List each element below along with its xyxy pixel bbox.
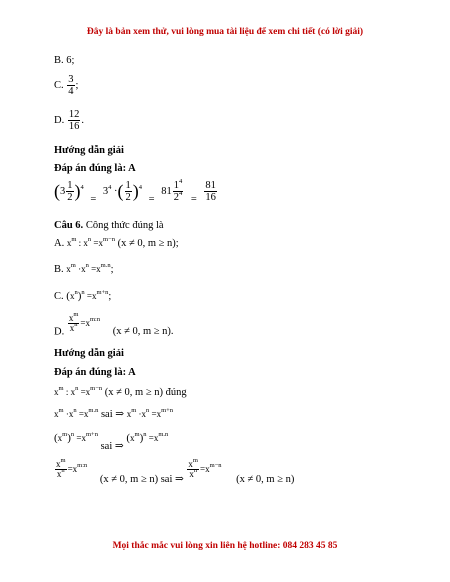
- q6-solution-line-3-sai: sai: [100, 441, 113, 452]
- q6-option-c: [54, 290, 111, 302]
- result-fraction: [204, 180, 217, 203]
- q6-option-a-label: A.: [54, 238, 65, 249]
- q6-option-d-label: D.: [54, 326, 65, 338]
- guide-heading-q6: Hướng dẫn giải: [54, 348, 124, 359]
- mixed-num: 1: [67, 180, 73, 191]
- q6-sol4-fraction-2: $\frac{x^m}{x^n}$: [188, 457, 198, 480]
- q6-option-a-formula: $x^m$ : $x^n =x^{m-n}$: [66, 236, 115, 248]
- option-c-fraction: [67, 74, 74, 97]
- half-fraction: [125, 180, 132, 203]
- option-d-fraction: [68, 109, 81, 132]
- coef-81: 81: [161, 185, 172, 197]
- frac-num: $1^4$: [173, 178, 183, 191]
- q6-option-b-formula: $x^m \cdot x^n =x^{m.n}$: [66, 262, 111, 274]
- q6-option-d-fraction: $\frac{x^m}{x^n}$: [68, 311, 79, 334]
- q6-solution-line-4-cond1: (x ≠ 0, m ≥ n) sai ⇒: [99, 474, 184, 486]
- answer-q6: Đáp án đúng là: A: [54, 367, 136, 378]
- left-paren: (: [54, 181, 60, 202]
- q6-option-c-formula: $(x^n)^n =x^{m+n}$: [66, 289, 109, 302]
- header-banner: Đây là bản xem thử, vui lòng mua tài liệu để xem chi tiết (có lời giải): [86, 27, 364, 37]
- right-paren-2: ): [132, 181, 139, 202]
- q6-option-d-cond: (x ≠ 0, m ≥ n).: [112, 326, 174, 338]
- equals-2: =: [148, 193, 155, 205]
- question-6-stem: Công thức đúng là: [83, 220, 164, 231]
- q6-option-b-label: B.: [54, 264, 64, 275]
- option-c-numerator: 3: [68, 74, 74, 85]
- mixed-fraction: [66, 180, 73, 203]
- q6-solution-line-3: $(x^m)^n =x^{m+n}$ sai ⇒ $(x^m)^n =x^{m.n}$: [54, 431, 169, 452]
- q6-option-a-cond: (x ≠ 0, m ≥ n);: [117, 238, 179, 249]
- guide-heading-q5: Hướng dẫn giải: [54, 145, 124, 156]
- option-c: [54, 74, 78, 97]
- option-d-denominator: 16: [68, 121, 80, 133]
- result-den: 16: [205, 192, 216, 204]
- right-paren: ): [74, 181, 81, 202]
- option-d-tail: .: [81, 114, 84, 126]
- frac-den: $2^4$: [173, 190, 183, 204]
- q6-solution-line-2-sai: sai: [100, 409, 113, 420]
- answer-q5: Đáp án đúng là: A: [54, 163, 136, 174]
- option-c-label: C.: [54, 79, 64, 91]
- half-den: 2: [125, 192, 131, 204]
- exponent: 4: [80, 183, 84, 191]
- q6-option-d: D. $\frac{x^m}{x^n}$ $=x^{m:n}$ (x ≠ 0, m ≥ n).: [54, 311, 174, 338]
- q6-solution-line-4-cond2: (x ≠ 0, m ≥ n): [236, 474, 295, 486]
- option-b: B. 6;: [54, 55, 75, 66]
- option-d-numerator: 12: [68, 109, 80, 120]
- q6-option-c-label: C.: [54, 291, 64, 302]
- q6-sol4-fraction-1: $\frac{x^m}{x^n}$: [56, 457, 66, 480]
- mixed-den: 2: [67, 192, 73, 204]
- exp-three: 4: [108, 183, 112, 191]
- q6-option-b: [54, 264, 114, 275]
- result-num: 81: [205, 180, 216, 191]
- q6-solution-line-4: $\frac{x^m}{x^n}$ $=x^{m:n}$ (x ≠ 0, m ≥ n) sai ⇒ $\frac{x^m}{x^n}$ $=x^{m-n}$ (x ≠ 0, m ≥ n): [56, 457, 295, 486]
- base-three: 3: [102, 185, 109, 197]
- question-6: [54, 220, 164, 231]
- option-c-tail: ;: [75, 79, 79, 91]
- q6-option-b-tail: ;: [110, 264, 114, 275]
- question-6-title: Câu 6.: [54, 220, 84, 231]
- half-num: 1: [125, 180, 131, 191]
- left-paren-2: (: [117, 181, 124, 202]
- q6-solution-line-1-cond: (x ≠ 0, m ≥ n) đúng: [104, 387, 187, 398]
- solution-q5-equation: (3 $\frac{1}{2}$ )$^4 = 3^4$ ·( $\frac{1}{2}$ )$^4$ = 81 $\frac{1^4}{2^4}$ = $\frac{81}{16}$: [54, 178, 216, 205]
- footer-banner: Mọi thắc mắc vui lòng xin liên hệ hotline: 084 283 45 85: [112, 541, 338, 551]
- option-c-denominator: 4: [68, 86, 74, 98]
- q6-solution-line-1: $x^m$ : $x^n =x^{m-n}$ (x ≠ 0, m ≥ n) đúng: [54, 385, 187, 398]
- option-d-label: D.: [54, 114, 65, 126]
- mixed-whole: 3: [60, 185, 66, 197]
- equals: =: [90, 193, 97, 205]
- exp-half: 4: [138, 183, 143, 191]
- q6-option-c-tail: ;: [108, 291, 112, 302]
- q6-option-a: [54, 238, 179, 249]
- q6-solution-line-2: $x^m \cdot x^n =x^{m.n}$ sai ⇒ $x^m \cdot x^n =x^{m+n}$: [54, 407, 174, 420]
- option-d: [54, 109, 84, 132]
- equals-3: =: [190, 193, 197, 205]
- one-over-two4: [173, 180, 184, 203]
